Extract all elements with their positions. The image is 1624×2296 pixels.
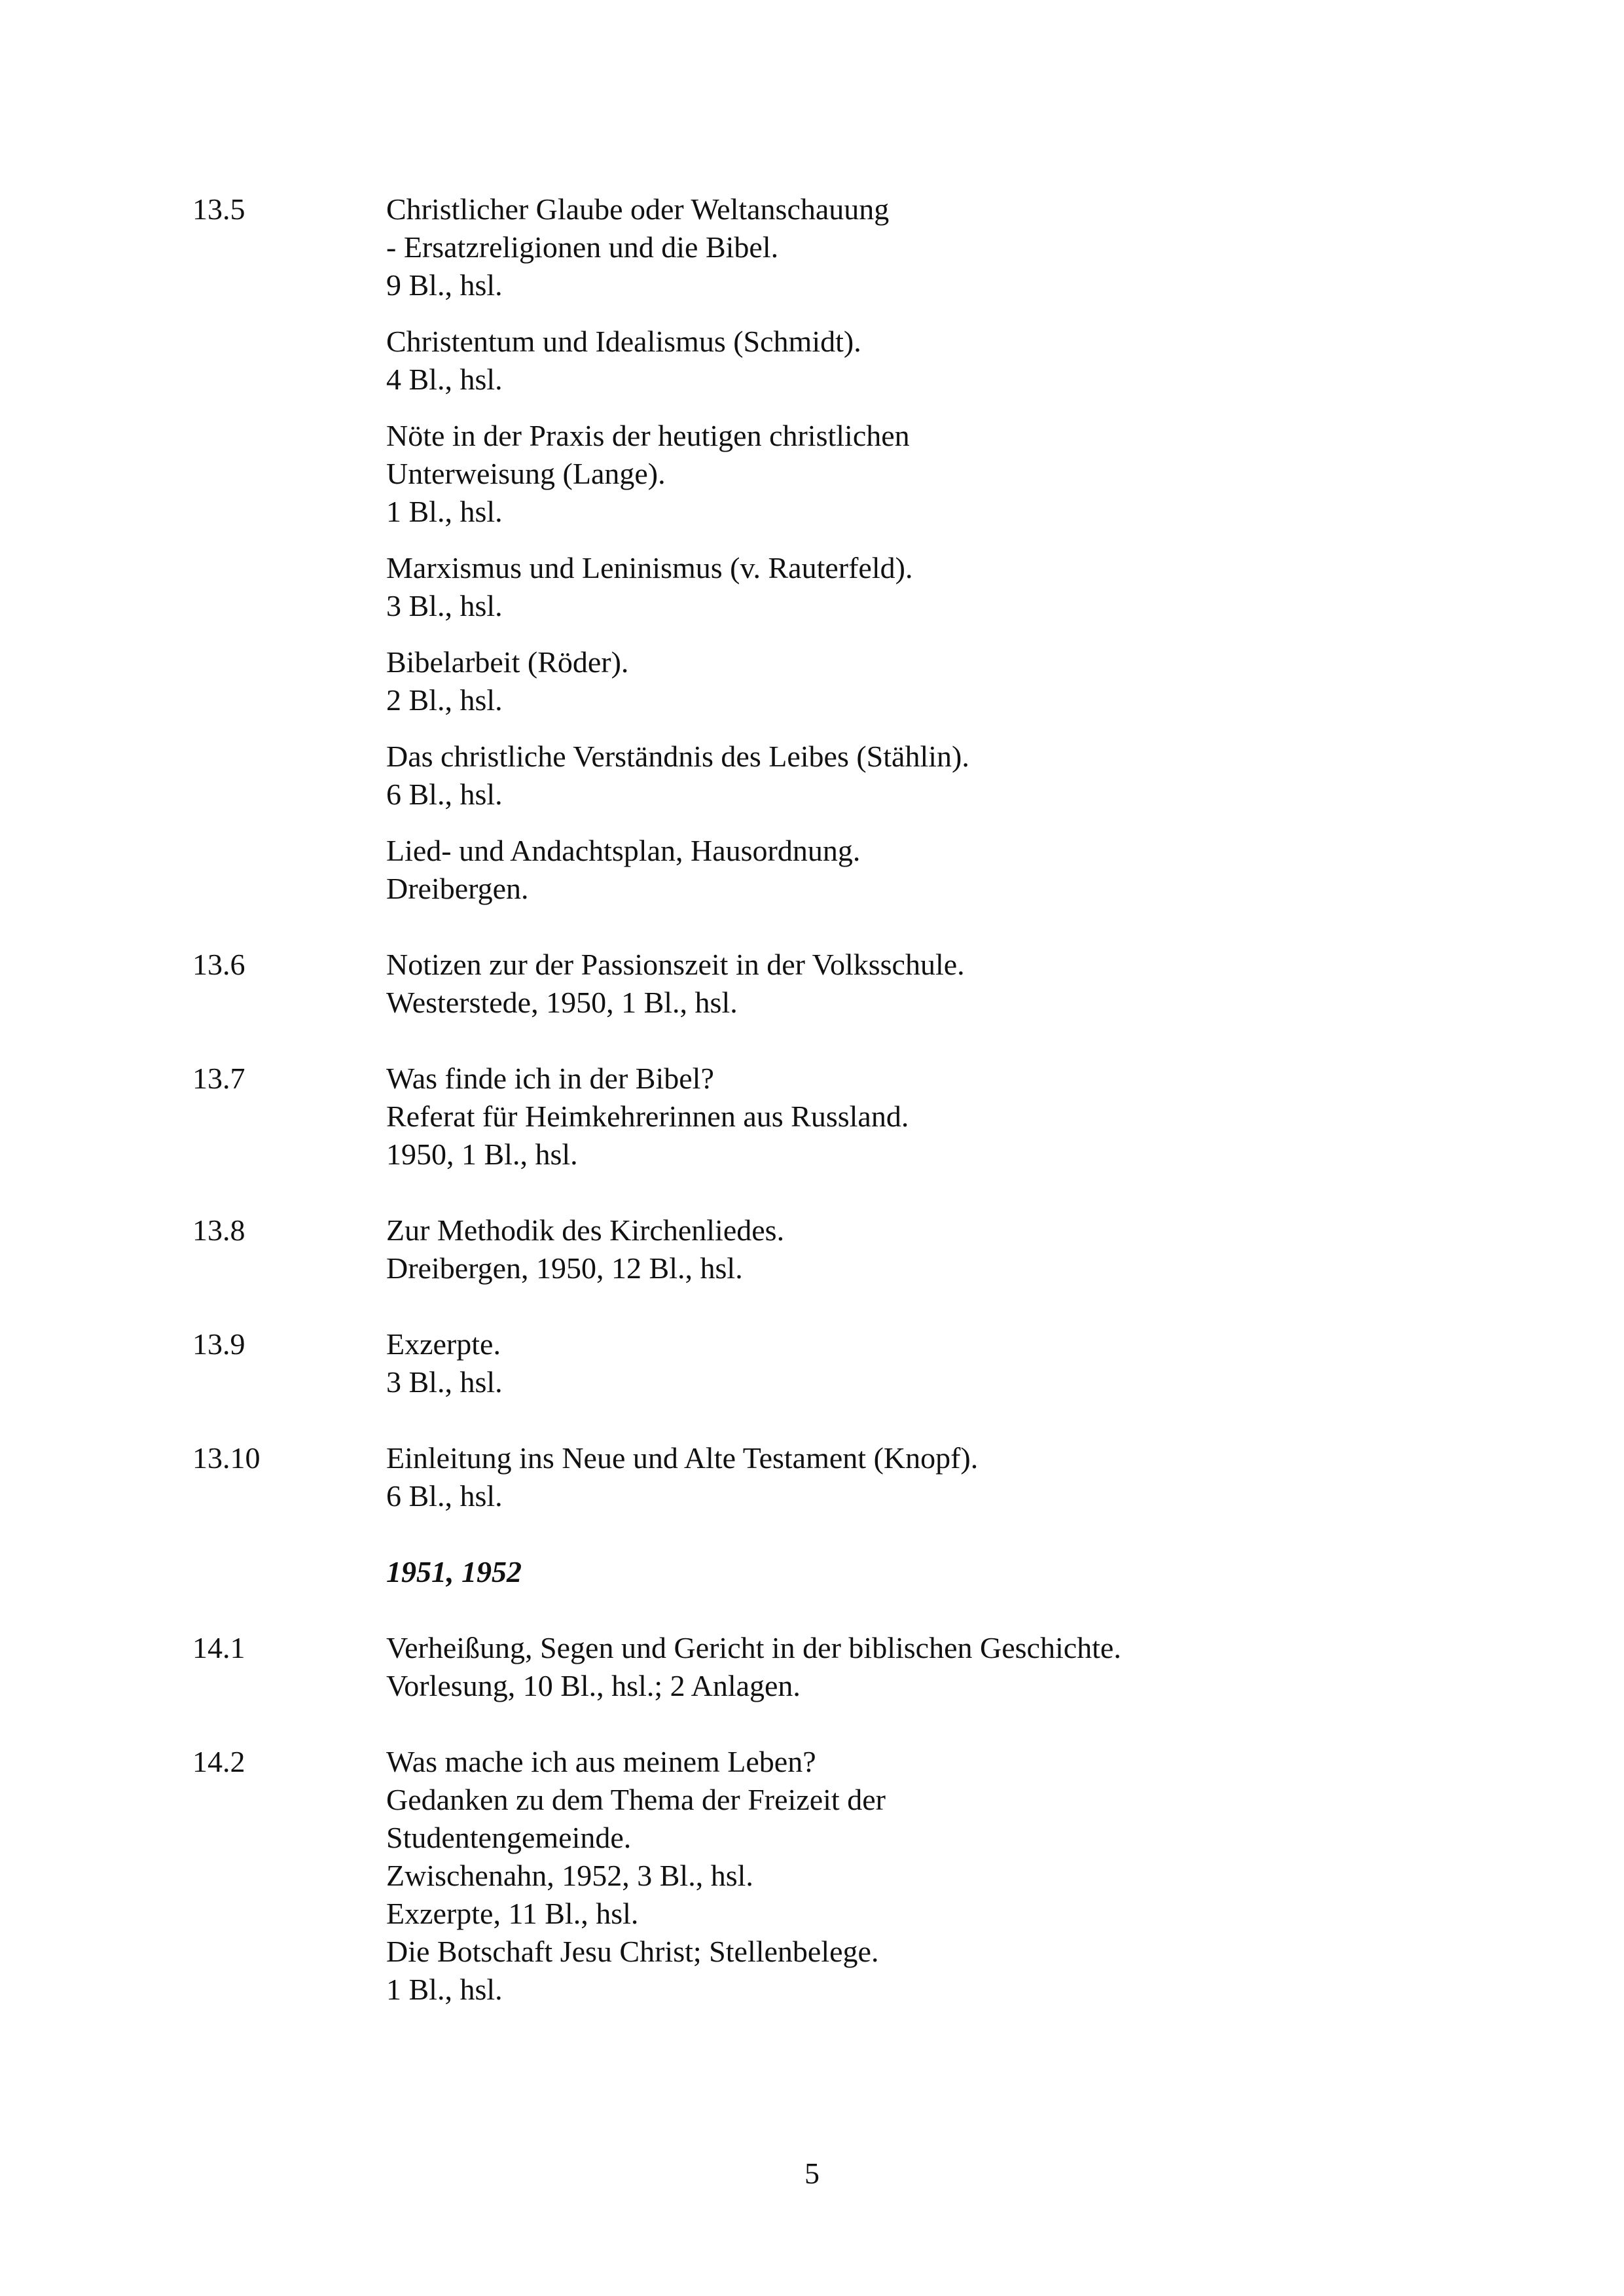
entry-line: Einleitung ins Neue und Alte Testament (Knopf). [386,1441,979,1475]
entry-13-10 [192,1439,1469,1515]
entry-body [386,1211,1469,1287]
entry-paragraph [386,323,1469,399]
entry-number: 13.10 [192,1441,261,1475]
entry-line: 2 Bl., hsl. [386,683,503,717]
entry-number: 13.7 [192,1062,245,1095]
entry-line: Lied- und Andachtsplan, Hausordnung. [386,834,861,867]
entry-line: Zur Methodik des Kirchenliedes. [386,1213,785,1247]
entry-line: 3 Bl., hsl. [386,1365,503,1399]
entry-number: 13.6 [192,948,245,981]
entry-13-6 [192,946,1469,1022]
entry-line: Verheißung, Segen und Gericht in der biblischen Geschichte. [386,1631,1121,1664]
entry-body [386,1439,1469,1515]
entry-line: Was mache ich aus meinem Leben? [386,1745,816,1778]
entry-line: Die Botschaft Jesu Christ; Stellenbelege. [386,1935,879,1968]
entry-body [386,1060,1469,1174]
entry-paragraph [386,832,1469,908]
page-number: 5 [804,2157,820,2190]
entry-line: Exzerpte, 11 Bl., hsl. [386,1897,639,1930]
entry-paragraph [386,190,1469,304]
entry-line: Vorlesung, 10 Bl., hsl.; 2 Anlagen. [386,1669,801,1702]
entry-body [386,190,1469,908]
entry-line: 4 Bl., hsl. [386,363,503,396]
entry-paragraph [386,417,1469,531]
entry-line: Dreibergen. [386,872,529,905]
entry-line: 6 Bl., hsl. [386,778,503,811]
inventory-list [192,190,1469,2009]
entry-line: Nöte in der Praxis der heutigen christlichen [386,419,910,452]
entry-line: Was finde ich in der Bibel? [386,1062,714,1095]
entry-number: 13.5 [192,192,245,226]
entry-line: 1950, 1 Bl., hsl. [386,1138,578,1171]
entry-number: 13.8 [192,1213,245,1247]
entry-number: 14.2 [192,1745,245,1778]
entry-body [386,1553,1469,1591]
entry-body [386,1743,1469,2009]
year-section [192,1553,1469,1591]
entry-line: Notizen zur der Passionszeit in der Volksschule. [386,948,965,981]
entry-13-9 [192,1325,1469,1401]
entry-line: Referat für Heimkehrerinnen aus Russland. [386,1100,909,1133]
entry-line: Bibelarbeit (Röder). [386,645,629,679]
entry-line: 1 Bl., hsl. [386,1973,503,2006]
entry-13-5 [192,190,1469,908]
entry-body [386,1325,1469,1401]
year-heading: 1951, 1952 [386,1555,522,1588]
entry-body [386,1629,1469,1705]
entry-14-2 [192,1743,1469,2009]
entry-line: - Ersatzreligionen und die Bibel. [386,230,779,264]
entry-number: 14.1 [192,1631,245,1664]
entry-body [386,946,1469,1022]
entry-line: Studentengemeinde. [386,1821,632,1854]
entry-line: Das christliche Verständnis des Leibes (Stählin). [386,740,969,773]
entry-paragraph [386,738,1469,814]
entry-line: Gedanken zu dem Thema der Freizeit der [386,1783,886,1816]
entry-line: Unterweisung (Lange). [386,457,666,490]
entry-line: 3 Bl., hsl. [386,589,503,622]
entry-line: 6 Bl., hsl. [386,1479,503,1513]
entry-line: Christlicher Glaube oder Weltanschauung [386,192,890,226]
entry-line: 1 Bl., hsl. [386,495,503,528]
entry-13-8 [192,1211,1469,1287]
entry-paragraph [386,643,1469,719]
entry-line: Zwischenahn, 1952, 3 Bl., hsl. [386,1859,753,1892]
entry-line: Westerstede, 1950, 1 Bl., hsl. [386,986,738,1019]
entry-paragraph [386,549,1469,625]
entry-14-1 [192,1629,1469,1705]
entry-number: 13.9 [192,1327,245,1361]
entry-line: 9 Bl., hsl. [386,268,503,302]
entry-line: Dreibergen, 1950, 12 Bl., hsl. [386,1251,743,1285]
entry-line: Exzerpte. [386,1327,501,1361]
entry-13-7 [192,1060,1469,1174]
entry-line: Marxismus und Leninismus (v. Rauterfeld). [386,551,913,584]
entry-line: Christentum und Idealismus (Schmidt). [386,325,861,358]
